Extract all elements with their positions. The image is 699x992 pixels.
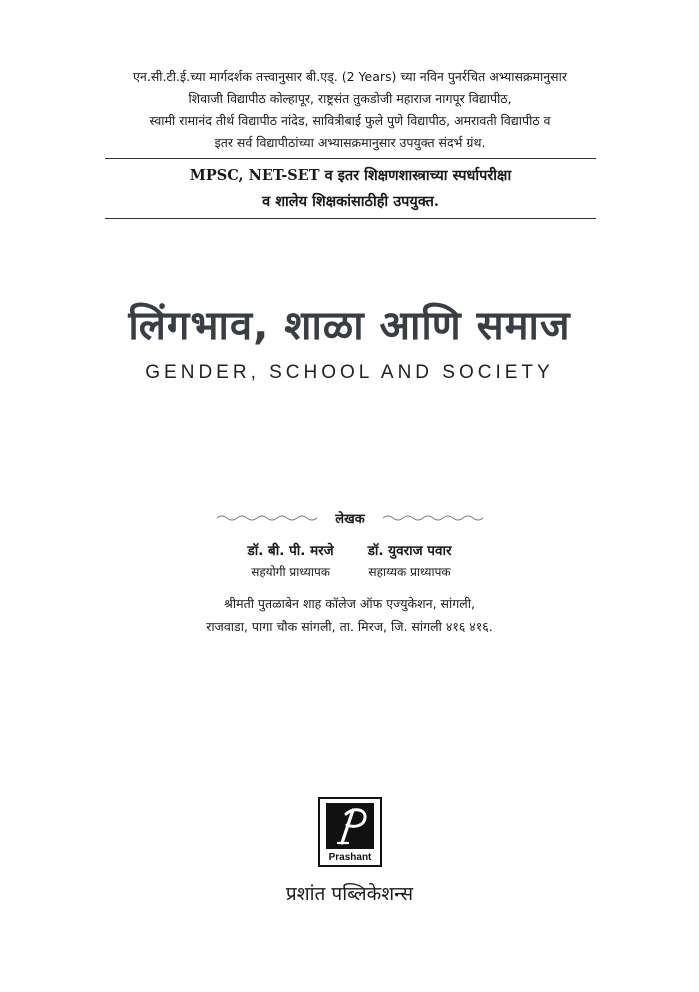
author-name: डॉ. बी. पी. मरजे	[247, 543, 334, 559]
author-entry	[248, 540, 334, 582]
author-role: सहयोगी प्राध्यापक	[251, 565, 330, 579]
curriculum-line: एन.सी.टी.ई.च्या मार्गदर्शक तत्त्वानुसार बी.एड्. (2 Years) च्या नविन पुनर्रचित अभ्यासक्रमानुसार	[133, 69, 567, 84]
author-entry	[368, 540, 452, 582]
logo-text: Prashant	[328, 852, 372, 863]
institution-line: श्रीमती पुतळाबेन शाह कॉलेज ऑफ एज्युकेशन, सांगली,	[224, 596, 475, 611]
top-divider	[105, 158, 596, 159]
bottom-divider	[105, 218, 596, 219]
institution-address	[0, 592, 699, 638]
left-wave-ornament-icon	[217, 513, 317, 523]
book-title-english: GENDER, SCHOOL AND SOCIETY	[145, 362, 554, 383]
institution-line: राजवाडा, पागा चौक सांगली, ता. मिरज, जि. सांगली ४१६ ४१६.	[206, 619, 493, 634]
author-name: डॉ. युवराज पवार	[367, 543, 452, 559]
book-title-marathi: लिंगभाव, शाळा आणि समाज	[128, 303, 571, 349]
author-role: सहाय्यक प्राध्यापक	[368, 565, 451, 579]
curriculum-note	[90, 66, 610, 154]
exam-note	[105, 163, 596, 215]
authors-list	[0, 540, 699, 582]
publisher-name: प्रशांत पब्लिकेशन्स	[285, 883, 414, 905]
right-wave-ornament-icon	[383, 513, 483, 523]
prashant-p-logo-icon	[326, 803, 374, 849]
authors-label: लेखक	[335, 512, 365, 527]
curriculum-line: स्वामी रामानंद तीर्थ विद्यापीठ नांदेड, सावित्रीबाई फुले पुणे विद्यापीठ, अमरावती विद्यापीठ व	[149, 113, 551, 128]
curriculum-line: शिवाजी विद्यापीठ कोल्हापूर, राष्ट्रसंत तुकडोजी महाराज नागपूर विद्यापीठ,	[188, 91, 512, 106]
authors-heading	[200, 509, 500, 527]
exam-line: व शालेय शिक्षकांसाठीही उपयुक्त.	[262, 193, 439, 210]
curriculum-line: इतर सर्व विद्यापीठांच्या अभ्यासक्रमानुसार उपयुक्त संदर्भ ग्रंथ.	[214, 135, 486, 150]
exam-line: MPSC, NET-SET व इतर शिक्षणशास्त्राच्या स्पर्धापरीक्षा	[189, 167, 512, 184]
publisher-logo	[318, 797, 382, 867]
